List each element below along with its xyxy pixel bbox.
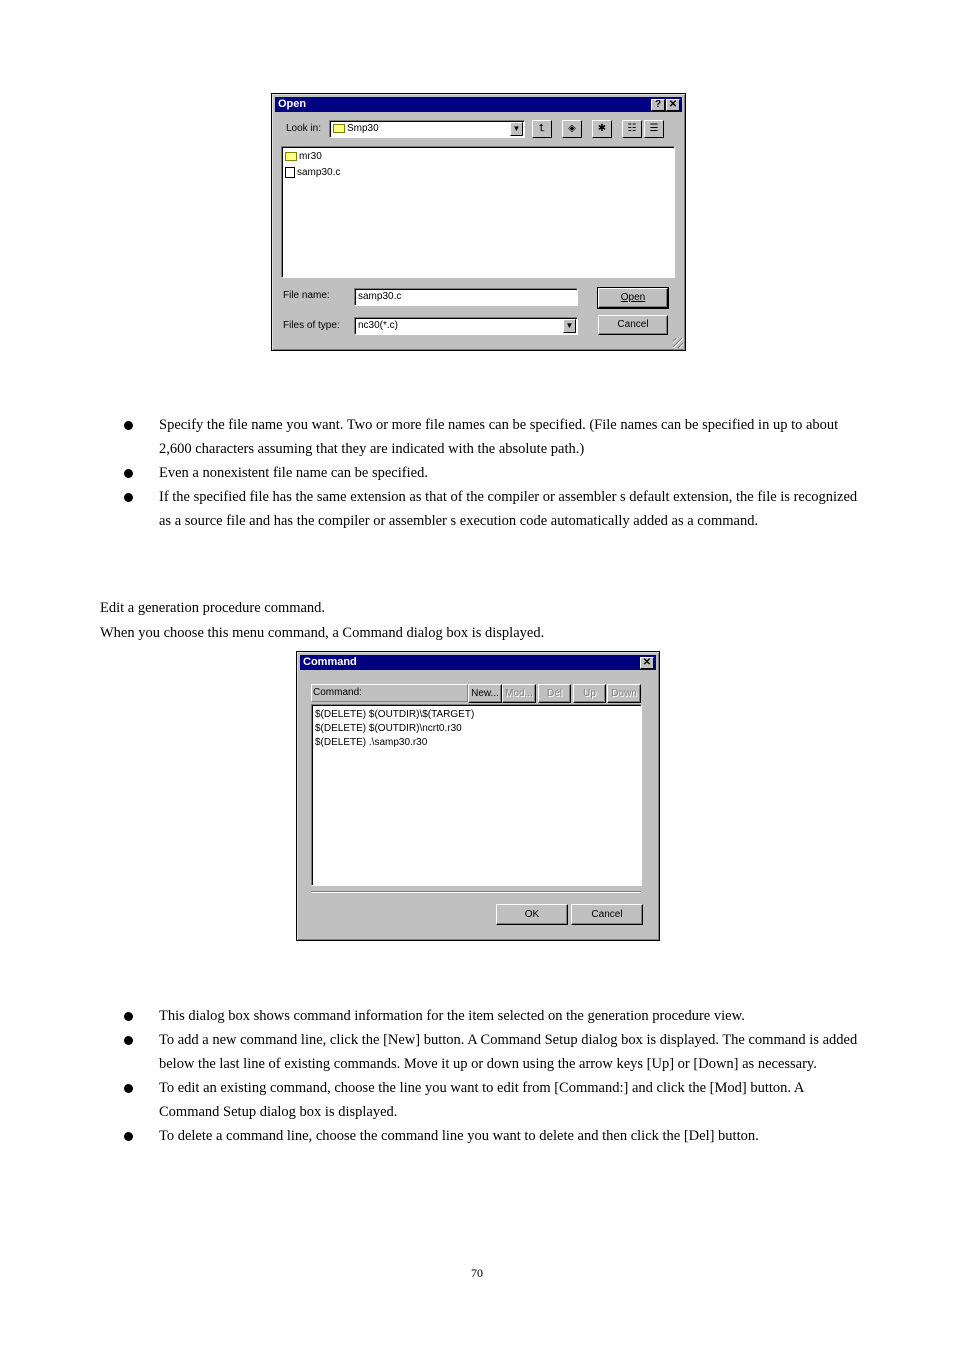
bullet-icon (124, 469, 133, 478)
chevron-down-icon[interactable]: ▼ (563, 319, 576, 333)
up-folder-button[interactable]: ⮤ (532, 120, 552, 138)
list-item: If the specified file has the same extension as that of the compiler or assembler s default extension, the file is recognized as a source file and has the compiler or assembler s execution code automatically added as a command. (124, 485, 864, 533)
close-button[interactable]: ✕ (640, 657, 654, 669)
bullet-list-1 (124, 413, 864, 533)
file-icon (285, 167, 295, 178)
command-dialog-titlebar (300, 655, 656, 670)
list-view-button[interactable]: ☷ (622, 120, 642, 138)
cancel-button[interactable]: Cancel (598, 315, 668, 335)
list-item: Specify the file name you want. Two or more file names can be specified. (File names can be specified in up to about 2,600 characters assuming that they are indicated with the absolute path.) (124, 413, 864, 461)
list-item[interactable]: $(DELETE) $(OUTDIR)\ncrt0.r30 (315, 723, 462, 734)
folder-icon (285, 152, 297, 161)
file-type-value: nc30(*.c) (358, 320, 399, 331)
para-line-2: When you choose this menu command, a Command dialog box is displayed. (100, 625, 545, 641)
bullet-list-2 (124, 1004, 864, 1148)
list-item[interactable]: samp30.c (285, 165, 674, 181)
file-type-label: Files of type: (283, 320, 340, 331)
file-list[interactable] (281, 146, 675, 278)
intro-paragraph (100, 596, 544, 646)
chevron-down-icon[interactable]: ▼ (510, 122, 523, 136)
look-in-label: Look in: (286, 123, 322, 134)
open-dialog-titlebar (275, 97, 682, 112)
desktop-button[interactable]: ◈ (562, 120, 582, 138)
divider (311, 891, 641, 893)
bullet-icon (124, 1012, 133, 1021)
bullet-icon (124, 1084, 133, 1093)
cancel-button[interactable]: Cancel (571, 904, 643, 925)
new-button[interactable]: New... (468, 684, 502, 703)
open-dialog (271, 93, 686, 351)
del-button[interactable]: Del (538, 684, 571, 703)
up-button[interactable]: Up (573, 684, 606, 703)
open-dialog-title: Open (278, 98, 307, 110)
list-item: This dialog box shows command information for the item selected on the generation procedure view. (124, 1004, 864, 1028)
file-type-dropdown[interactable] (354, 317, 578, 335)
details-view-button[interactable]: ☰ (644, 120, 664, 138)
command-dialog (296, 651, 660, 941)
open-button[interactable]: Open (598, 288, 668, 308)
bullet-icon (124, 493, 133, 502)
bullet-icon (124, 421, 133, 430)
list-item: To edit an existing command, choose the line you want to edit from [Command:] and click the [Mod] button. A Command Setup dialog box is displayed. (124, 1076, 864, 1124)
new-folder-button[interactable]: ✱ (592, 120, 612, 138)
file-name-input[interactable]: samp30.c (354, 288, 578, 306)
look-in-dropdown[interactable] (329, 120, 525, 138)
down-button[interactable]: Down (607, 684, 641, 703)
list-item[interactable]: $(DELETE) .\samp30.r30 (315, 737, 428, 748)
help-button[interactable]: ? (651, 99, 665, 111)
list-item: To delete a command line, choose the command line you want to delete and then click the [Del] button. (124, 1124, 864, 1148)
list-item: To add a new command line, click the [New] button. A Command Setup dialog box is displayed. The command is added below the last line of existing commands. Move it up or down using the arrow keys [Up] or [Down] as necessary. (124, 1028, 864, 1076)
page-number: 70 (471, 1266, 483, 1280)
bullet-icon (124, 1132, 133, 1141)
command-label: Command: (313, 687, 362, 698)
file-name-label: File name: (283, 290, 330, 301)
command-dialog-title: Command (303, 656, 357, 668)
command-list[interactable] (311, 704, 642, 886)
command-header (311, 684, 468, 702)
look-in-value: Smp30 (347, 123, 379, 134)
ok-button[interactable]: OK (496, 904, 568, 925)
mod-button[interactable]: Mod... (502, 684, 536, 703)
para-line-1: Edit a generation procedure command. (100, 600, 326, 616)
resize-grip-icon[interactable] (673, 338, 683, 348)
folder-icon (333, 124, 345, 133)
list-item[interactable]: $(DELETE) $(OUTDIR)\$(TARGET) (315, 709, 475, 720)
bullet-icon (124, 1036, 133, 1045)
list-item[interactable]: mr30 (285, 149, 674, 165)
list-item: Even a nonexistent file name can be specified. (124, 461, 864, 485)
close-button[interactable]: ✕ (666, 99, 680, 111)
